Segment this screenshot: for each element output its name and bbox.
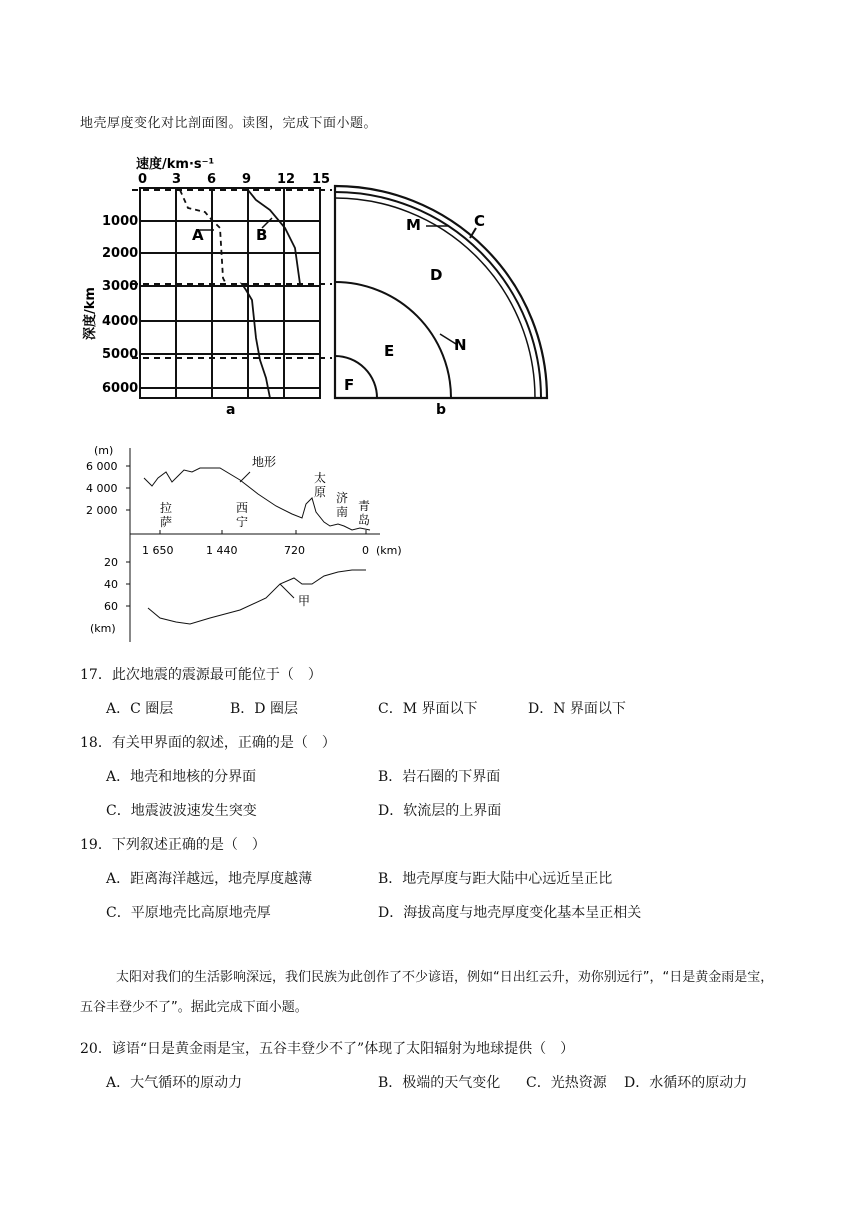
- intro-text: 地壳厚度变化对比剖面图。读图，完成下面小题。: [80, 116, 378, 131]
- q20-option-b[interactable]: B．极端的天气变化: [378, 1075, 501, 1091]
- layer-label-m: M: [406, 216, 421, 234]
- svg-text:9: 9: [242, 172, 252, 187]
- svg-text:0: 0: [362, 544, 369, 557]
- svg-text:12: 12: [277, 172, 296, 187]
- q20-option-c[interactable]: C．光热资源: [526, 1075, 607, 1091]
- svg-text:60: 60: [104, 600, 118, 613]
- svg-text:720: 720: [284, 544, 305, 557]
- q19-option-c[interactable]: C．平原地壳比高原地壳厚: [106, 905, 271, 921]
- question-20: 20．谚语“日是黄金雨是宝，五谷丰登少不了”体现了太阳辐射为地球提供（ ）: [80, 1041, 575, 1057]
- question-17: 17．此次地震的震源最可能位于（ ）: [80, 667, 322, 683]
- svg-text:(km): (km): [376, 544, 402, 557]
- place-taiyuan: 太原: [314, 471, 327, 499]
- svg-text:1 650: 1 650: [142, 544, 174, 557]
- svg-text:2000: 2000: [102, 246, 139, 261]
- q20-option-a[interactable]: A．大气循环的原动力: [106, 1075, 243, 1091]
- svg-text:0: 0: [138, 172, 148, 187]
- svg-text:1000: 1000: [102, 214, 139, 229]
- passage-text: 太阳对我们的生活影响深远，我们民族为此创作了不少谚语，例如“日出红云升，劝你别远行”，“日是黄金雨是宝，五谷丰登少不了”。据此完成下面小题。: [80, 970, 774, 1015]
- svg-text:4000: 4000: [102, 314, 139, 329]
- q19-option-b[interactable]: B．地壳厚度与距大陆中心远近呈正比: [378, 871, 613, 887]
- svg-text:5000: 5000: [102, 347, 139, 362]
- svg-text:4 000: 4 000: [86, 482, 118, 495]
- svg-text:3000: 3000: [102, 279, 139, 294]
- svg-text:40: 40: [104, 578, 118, 591]
- q18-option-b[interactable]: B．岩石圈的下界面: [378, 769, 501, 785]
- q17-option-b[interactable]: B．D 圈层: [230, 701, 298, 717]
- panel-a-label: a: [226, 402, 236, 418]
- crust-profile-figure: [80, 438, 420, 642]
- q19-option-a[interactable]: A．距离海洋越远，地壳厚度越薄: [106, 871, 313, 887]
- place-qingdao: 青岛: [358, 499, 371, 527]
- q20-option-d[interactable]: D．水循环的原动力: [624, 1075, 748, 1091]
- terrain-label: 地形: [252, 455, 277, 469]
- svg-text:6: 6: [207, 172, 217, 187]
- curve-label-a: A: [192, 226, 204, 244]
- q17-option-c[interactable]: C．M 界面以下: [378, 701, 478, 717]
- layer-label-n: N: [454, 336, 467, 354]
- layer-label-d: D: [430, 266, 443, 284]
- panel-b-label: b: [436, 402, 447, 418]
- q19-option-d[interactable]: D．海拔高度与地壳厚度变化基本呈正相关: [378, 905, 642, 921]
- layer-label-f: F: [344, 376, 355, 394]
- earth-layers-figure: [80, 148, 560, 420]
- question-19: 19．下列叙述正确的是（ ）: [80, 837, 266, 853]
- q17-option-a[interactable]: A．C 圈层: [106, 701, 174, 717]
- q18-option-d[interactable]: D．软流层的上界面: [378, 803, 502, 819]
- q17-option-d[interactable]: D．N 界面以下: [528, 701, 626, 717]
- place-jinan: 济南: [336, 491, 349, 519]
- svg-text:2 000: 2 000: [86, 504, 118, 517]
- svg-text:6 000: 6 000: [86, 460, 118, 473]
- interface-label: 甲: [298, 594, 311, 608]
- svg-text:15: 15: [312, 172, 331, 187]
- place-lhasa: 拉萨: [160, 501, 173, 529]
- svg-text:3: 3: [172, 172, 182, 187]
- curve-label-b: B: [256, 226, 268, 244]
- q18-option-a[interactable]: A．地壳和地核的分界面: [106, 769, 257, 785]
- q18-option-c[interactable]: C．地震波波速发生突变: [106, 803, 257, 819]
- svg-text:1 440: 1 440: [206, 544, 238, 557]
- velocity-axis-label: 速度/km·s⁻¹: [136, 157, 215, 172]
- svg-text:20: 20: [104, 556, 118, 569]
- svg-text:(m): (m): [94, 444, 114, 457]
- depth-axis-label: 深度/km: [83, 287, 98, 340]
- place-xining: 西宁: [236, 501, 249, 529]
- layer-label-e: E: [384, 342, 395, 360]
- layer-label-c: C: [474, 212, 486, 230]
- question-18: 18．有关甲界面的叙述，正确的是（ ）: [80, 735, 336, 751]
- svg-text:6000: 6000: [102, 381, 139, 396]
- svg-text:(km): (km): [90, 622, 116, 635]
